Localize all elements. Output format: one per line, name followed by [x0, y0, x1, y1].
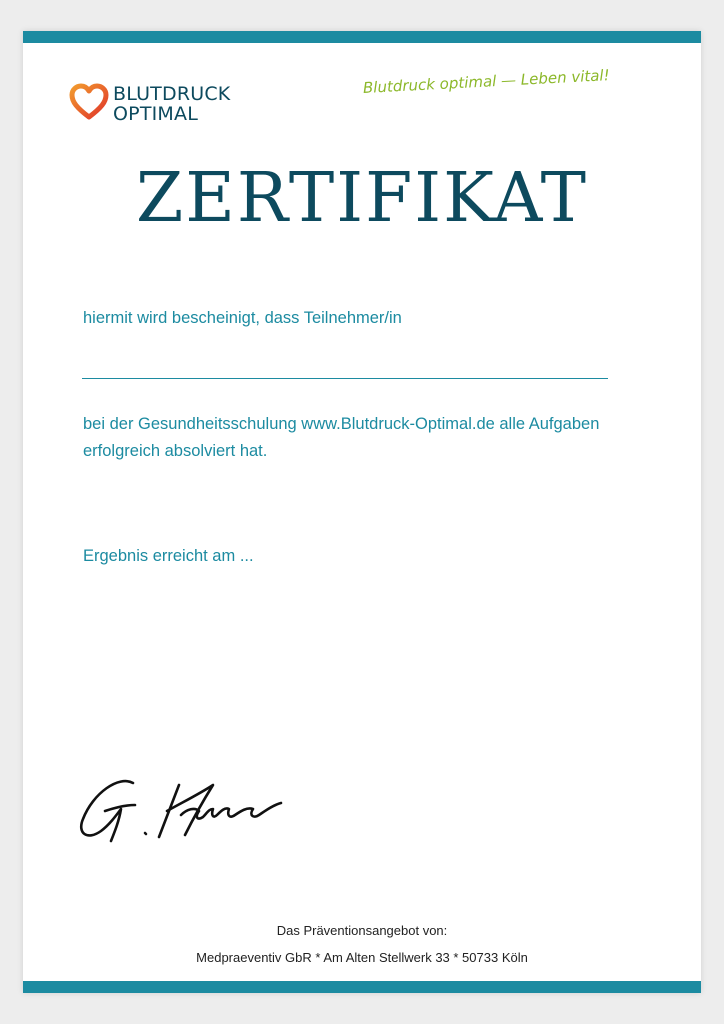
logo-line-2: OPTIMAL	[113, 103, 198, 125]
intro-text: hiermit wird bescheinigt, dass Teilnehmer/in	[83, 309, 402, 327]
footer-address: Medpraeventiv GbR * Am Alten Stellwerk 33 * 50733 Köln	[196, 950, 528, 965]
brand-logo	[69, 81, 249, 127]
slogan: Blutdruck optimal — Leben vital!	[362, 66, 611, 97]
logo-line-1: BLUTDRUCK	[113, 83, 231, 105]
top-accent-bar	[23, 31, 701, 43]
footer-offer: Das Präventionsangebot von:	[276, 923, 448, 938]
body-text: bei der Gesundheitsschulung www.Blutdruck-Optimal.de alle Aufgaben erfolgreich absolviert hat.	[83, 415, 600, 460]
participant-name-line	[82, 378, 608, 379]
result-text: Ergebnis erreicht am ...	[83, 547, 254, 565]
heart-icon	[69, 83, 109, 121]
certificate-title: ZERTIFIKAT	[136, 159, 588, 238]
logo-wordmark	[113, 84, 230, 124]
certificate-page	[23, 31, 701, 993]
bottom-accent-bar	[23, 981, 701, 993]
signature-image	[75, 771, 295, 851]
